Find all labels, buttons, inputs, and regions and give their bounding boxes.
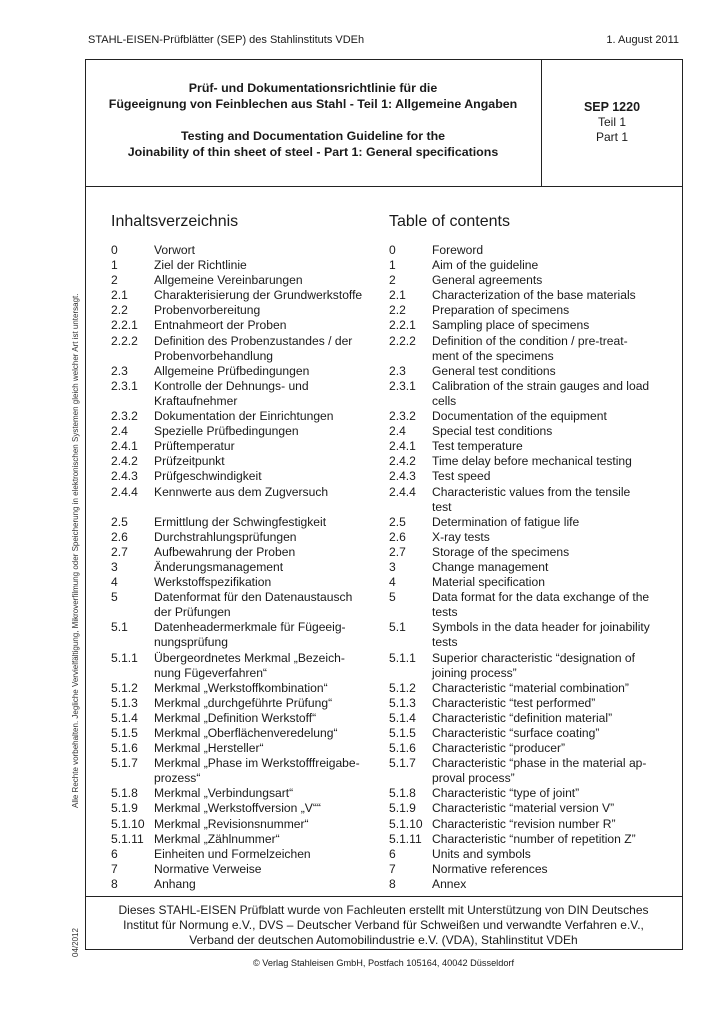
- toc-entry-number: 5.1.4: [389, 710, 416, 725]
- toc-entry: [389, 635, 679, 650]
- toc-entry-number: 5.1.11: [389, 831, 422, 846]
- toc-entry-number: 2.3: [389, 363, 406, 378]
- toc-entry-title: Allgemeine Prüfbedingungen: [154, 363, 310, 378]
- toc-entry: [389, 485, 679, 500]
- toc-entry-title: Characteristic “material combination”: [432, 680, 629, 695]
- toc-entry: [111, 862, 389, 877]
- toc-entry-title: proval process”: [432, 771, 515, 786]
- toc-entry: [111, 605, 389, 620]
- toc-entry-title: Merkmal „Zählnummer“: [154, 831, 280, 846]
- toc-entry: [111, 379, 389, 394]
- toc-entry: [389, 666, 679, 681]
- footer-line1: Dieses STAHL-EISEN Prüfblatt wurde von Fachleuten erstellt mit Unterstützung von DIN Deutsches: [118, 903, 649, 917]
- toc-entry-number: 2.3.1: [389, 378, 416, 393]
- toc-entry-number: 5.1.8: [389, 786, 416, 801]
- frame-right-line: [682, 59, 683, 950]
- toc-entry-title: Charakterisierung der Grundwerkstoffe: [154, 288, 363, 303]
- toc-entry-number: [111, 500, 154, 515]
- toc-entry-title: Probenvorbereitung: [154, 303, 261, 318]
- toc-entry: [389, 771, 679, 786]
- toc-entry-number: 2.4: [111, 424, 128, 439]
- toc-entry-title: Characteristic “producer”: [432, 741, 566, 756]
- toc-entry: [111, 334, 389, 349]
- footer-notice: [85, 903, 682, 948]
- toc-entry: [111, 620, 389, 635]
- toc-entry-title: Test speed: [432, 469, 491, 484]
- toc-entry: [389, 817, 679, 832]
- toc-entry-title: Determination of fatigue life: [432, 514, 580, 529]
- toc-entry-title: Änderungsmanagement: [154, 559, 284, 574]
- toc-entry-number: 5.1.4: [111, 710, 138, 725]
- toc-entry-number: 2.3.1: [111, 378, 138, 393]
- toc-entry: [111, 681, 389, 696]
- toc-entry: [111, 575, 389, 590]
- toc-entry-number: 2.4: [389, 424, 406, 439]
- toc-entry-number: 5.1.10: [111, 816, 145, 831]
- toc-entry: [389, 379, 679, 394]
- toc-entry-number: 2.1: [389, 288, 406, 303]
- toc-entry-title: tests: [432, 635, 458, 650]
- toc-entry-title: Characteristic “revision number R”: [432, 816, 616, 831]
- toc-entry: [111, 726, 389, 741]
- toc-entry-number: [389, 500, 432, 515]
- toc-entry: [111, 273, 389, 288]
- toc-entry-number: [111, 771, 154, 786]
- toc-entry: [389, 786, 679, 801]
- toc-entry-number: 5.1.7: [389, 756, 416, 771]
- toc-entry-title: ment of the specimens: [432, 348, 554, 363]
- toc-entry-number: [111, 394, 154, 409]
- toc-entry-title: Definition of the condition / pre-treat-: [432, 333, 628, 348]
- toc-entry-number: 2.7: [389, 544, 406, 559]
- toc-entry-title: Superior characteristic “designation of: [432, 650, 636, 665]
- toc-entry-number: [389, 635, 432, 650]
- toc-entry-number: [389, 771, 432, 786]
- toc-entry-number: 5.1.2: [389, 680, 416, 695]
- toc-entry-number: 2.2: [389, 303, 406, 318]
- toc-entry-title: Übergeordnetes Merkmal „Bezeich-: [154, 650, 345, 665]
- toc-entry: [389, 303, 679, 318]
- toc-entry-title: Anhang: [154, 876, 196, 891]
- toc-entry-number: 5.1.7: [111, 756, 138, 771]
- toc-entry-title: Ziel der Richtlinie: [154, 258, 247, 273]
- frame-left-line: [85, 59, 86, 950]
- toc-entry-title: Werkstoffspezifikation: [154, 575, 272, 590]
- toc-entry-number: [111, 666, 154, 681]
- toc-entry-title: Kennwerte aus dem Zugversuch: [154, 484, 329, 499]
- toc-entry-title: Merkmal „Oberflächenveredelung“: [154, 726, 338, 740]
- toc-entry: [111, 394, 389, 409]
- toc-entry-number: [389, 349, 432, 364]
- toc-entry-number: 8: [111, 876, 118, 891]
- toc-entry: [389, 349, 679, 364]
- toc-entry: [111, 485, 389, 500]
- toc-entry-title: Kraftaufnehmer: [154, 393, 238, 408]
- toc-entry-title: Prüfzeitpunkt: [154, 454, 225, 469]
- toc-entry: [389, 424, 679, 439]
- toc-entry: [389, 394, 679, 409]
- toc-entry: [111, 847, 389, 862]
- toc-entry: [389, 711, 679, 726]
- sep-designation: [542, 60, 682, 185]
- toc-entry-number: 2.4.3: [389, 469, 416, 484]
- copyright: © Verlag Stahleisen GmbH, Postfach 105164, 40042 Düsseldorf: [252, 958, 515, 968]
- toc-entry: [389, 847, 679, 862]
- frame-toc-bottom-line: [85, 896, 682, 897]
- toc-entry: [389, 273, 679, 288]
- toc-entry-title: General agreements: [432, 273, 543, 288]
- toc-entry-title: nung Fügeverfahren“: [154, 665, 267, 680]
- toc-entry-title: Normative Verweise: [154, 861, 262, 876]
- toc-entry-number: 2.3.2: [111, 409, 138, 424]
- toc-entry-number: 5.1.5: [389, 726, 416, 740]
- toc-entry-number: 0: [111, 243, 118, 257]
- toc-entry: [111, 469, 389, 484]
- toc-entry: [111, 500, 389, 515]
- toc-entry-number: 2.4.4: [111, 484, 138, 499]
- toc-entry-number: 6: [389, 846, 396, 861]
- toc-entry-title: Vorwort: [154, 243, 195, 257]
- toc-entry: [389, 530, 679, 545]
- title-en-line2: Joinability of thin sheet of steel - Part 1: General specifications: [127, 145, 499, 159]
- toc-entry-title: Merkmal „Phase im Werkstofffreigabe-: [154, 756, 360, 771]
- toc-entry-title: Characteristic “number of repetition Z”: [432, 831, 636, 846]
- toc-entry-number: [389, 394, 432, 409]
- toc-entry-number: 2.5: [389, 514, 406, 529]
- frame-footer-bottom-line: [85, 949, 682, 950]
- toc-entry: [389, 605, 679, 620]
- toc-entry-number: 4: [111, 575, 118, 590]
- toc-entry-number: 3: [111, 559, 118, 574]
- toc-entry-number: 5.1.6: [389, 741, 416, 756]
- toc-entry-title: Calibration of the strain gauges and load: [432, 378, 650, 393]
- toc-entry-number: 5.1.10: [389, 816, 423, 831]
- toc-entry-number: 5.1.8: [111, 786, 138, 801]
- toc-entry-title: Merkmal „Hersteller“: [154, 741, 264, 756]
- toc-entry-title: Sampling place of specimens: [432, 318, 590, 333]
- toc-entry-number: 2.4.1: [389, 439, 416, 454]
- toc-entry-title: Symbols in the data header for joinability: [432, 620, 650, 635]
- toc-entry-title: Merkmal „Werkstoffversion „V““: [154, 801, 321, 816]
- toc-entry: [389, 726, 679, 741]
- side-date: 04/2012: [71, 928, 80, 957]
- toc-english-heading: Table of contents: [389, 213, 510, 230]
- toc-entry-title: Aim of the guideline: [432, 258, 539, 273]
- toc-entry: [389, 741, 679, 756]
- toc-entry-title: Characteristic “type of joint”: [432, 786, 580, 801]
- toc-entry-title: Data format for the data exchange of the: [432, 590, 650, 605]
- header-date: 1. August 2011: [606, 34, 679, 46]
- toc-entry-number: 0: [389, 243, 396, 257]
- toc-entry: [389, 258, 679, 273]
- toc-entry-number: 2.3: [111, 363, 128, 378]
- toc-entry-title: Foreword: [432, 243, 484, 257]
- toc-entry: [111, 756, 389, 771]
- toc-entry-title: Datenformat für den Datenaustausch: [154, 590, 353, 605]
- toc-entry: [389, 651, 679, 666]
- toc-english-list: [389, 243, 679, 892]
- toc-entry-title: Normative references: [432, 861, 548, 876]
- toc-entry-number: 1: [111, 258, 118, 273]
- toc-entry: [111, 741, 389, 756]
- toc-entry-title: Annex: [432, 876, 467, 891]
- toc-entry-title: Merkmal „Werkstoffkombination“: [154, 680, 328, 695]
- toc-entry: [389, 590, 679, 605]
- toc-entry-number: 5.1.9: [111, 801, 138, 816]
- toc-entry-number: 2.2.2: [111, 333, 138, 348]
- toc-entry-title: nungsprüfung: [154, 635, 228, 650]
- toc-entry-number: 2: [111, 273, 118, 288]
- toc-entry: [111, 590, 389, 605]
- toc-entry: [389, 334, 679, 349]
- toc-entry: [389, 862, 679, 877]
- toc-entry: [389, 696, 679, 711]
- toc-entry-number: [389, 605, 432, 620]
- toc-entry: [389, 500, 679, 515]
- toc-entry-number: 2.2.1: [389, 318, 416, 333]
- toc-entry-title: [154, 500, 389, 515]
- toc-entry-title: Documentation of the equipment: [432, 409, 607, 424]
- toc-entry-title: Characteristic “surface coating”: [432, 726, 600, 740]
- toc-entry: [389, 469, 679, 484]
- toc-entry-title: Ermittlung der Schwingfestigkeit: [154, 514, 327, 529]
- toc-entry: [111, 303, 389, 318]
- toc-entry: [111, 651, 389, 666]
- toc-entry-number: 2.4.2: [111, 454, 138, 469]
- title-de-line1: Prüf- und Dokumentationsrichtlinie für die: [188, 81, 438, 95]
- toc-entry: [111, 817, 389, 832]
- toc-entry: [389, 409, 679, 424]
- toc-entry-title: Spezielle Prüfbedingungen: [154, 424, 299, 439]
- toc-entry-title: test: [432, 499, 452, 514]
- footer-line2: Institut für Normung e.V., DVS – Deutscher Verband für Schweißen und verwandte Verfahren e.V.,: [123, 918, 644, 932]
- toc-entry-title: Prüfgeschwindigkeit: [154, 469, 262, 484]
- toc-entry-number: 5.1.9: [389, 801, 416, 816]
- toc-entry-title: Change management: [432, 559, 549, 574]
- header-publisher: STAHL-EISEN-Prüfblätter (SEP) des Stahlinstituts VDEh: [88, 34, 365, 46]
- footer-line3: Verband der deutschen Automobilindustrie e.V. (VDA), Stahlinstitut VDEh: [189, 933, 578, 947]
- toc-entry-title: cells: [432, 393, 457, 408]
- toc-entry-number: 5.1: [111, 620, 128, 635]
- toc-entry-number: 2.1: [111, 288, 128, 303]
- toc-entry-title: joining process”: [432, 665, 517, 680]
- toc-entry-number: [389, 666, 432, 681]
- toc-entry: [389, 801, 679, 816]
- toc-entry-title: Characteristic “phase in the material ap-: [432, 756, 647, 771]
- toc-entry-title: Durchstrahlungsprüfungen: [154, 529, 297, 544]
- toc-entry: [111, 288, 389, 303]
- toc-entry-title: Merkmal „Verbindungsart“: [154, 786, 294, 801]
- toc-entry-number: 2: [389, 273, 396, 288]
- toc-entry-title: Special test conditions: [432, 424, 553, 439]
- toc-entry-number: 2.4.4: [389, 484, 416, 499]
- toc-entry: [111, 771, 389, 786]
- toc-entry-number: 4: [389, 575, 396, 590]
- toc-entry-number: 5.1.11: [111, 831, 144, 846]
- title-en-line1: Testing and Documentation Guideline for the: [180, 129, 446, 143]
- toc-entry: [389, 877, 679, 892]
- toc-entry-title: Characteristic “test performed”: [432, 695, 596, 710]
- toc-entry: [111, 877, 389, 892]
- toc-entry: [111, 635, 389, 650]
- toc-entry-number: 2.2.1: [111, 318, 138, 333]
- toc-entry: [111, 515, 389, 530]
- toc-entry-number: 5.1.3: [111, 695, 138, 710]
- toc-entry-title: Characteristic “definition material”: [432, 710, 613, 725]
- toc-entry-title: Material specification: [432, 575, 545, 590]
- toc-entry: [111, 530, 389, 545]
- toc-entry: [111, 454, 389, 469]
- title-de-line2: Fügeeignung von Feinblechen aus Stahl - Teil 1: Allgemeine Angaben: [108, 97, 518, 111]
- sep-number: SEP 1220: [583, 100, 641, 114]
- toc-entry: [389, 681, 679, 696]
- toc-entry-title: Dokumentation der Einrichtungen: [154, 409, 334, 424]
- toc-entry-number: 3: [389, 559, 396, 574]
- toc-german-list: [111, 243, 389, 892]
- toc-german: [111, 213, 389, 892]
- toc-entry-title: General test conditions: [432, 363, 556, 378]
- toc-entry: [111, 439, 389, 454]
- toc-entry: [389, 560, 679, 575]
- toc-entry: [111, 801, 389, 816]
- toc-entry-title: Einheiten und Formelzeichen: [154, 846, 311, 861]
- toc-entry-title: Merkmal „Revisionsnummer“: [154, 816, 309, 831]
- toc-entry: [111, 786, 389, 801]
- toc-entry-number: 2.4.1: [111, 439, 138, 454]
- toc-entry: [389, 515, 679, 530]
- toc-entry-title: Storage of the specimens: [432, 544, 570, 559]
- toc-entry-number: 5.1: [389, 620, 406, 635]
- toc-entry: [389, 243, 679, 258]
- toc-entry: [111, 409, 389, 424]
- toc-entry-title: X-ray tests: [432, 529, 490, 544]
- toc-entry-title: Probenvorbehandlung: [154, 348, 274, 363]
- toc-entry-title: tests: [432, 605, 458, 620]
- toc-entry: [389, 545, 679, 560]
- document-title: [85, 60, 541, 185]
- toc-entry-number: 5: [111, 590, 118, 605]
- toc-entry: [111, 696, 389, 711]
- toc-entry-title: Units and symbols: [432, 846, 531, 861]
- toc-entry-title: Prüftemperatur: [154, 439, 235, 454]
- toc-entry-number: 8: [389, 876, 396, 891]
- toc-entry-title: Kontrolle der Dehnungs- und: [154, 378, 309, 393]
- toc-entry-number: 2.2.2: [389, 333, 416, 348]
- toc-entry: [389, 439, 679, 454]
- frame-title-bottom-line: [85, 186, 682, 187]
- toc-entry: [111, 832, 389, 847]
- toc-entry: [111, 318, 389, 333]
- toc-entry: [111, 424, 389, 439]
- toc-german-heading: Inhaltsverzeichnis: [111, 213, 239, 230]
- toc-entry: [389, 620, 679, 635]
- toc-entry-number: 2.6: [111, 529, 128, 544]
- toc-entry-number: 5.1.6: [111, 741, 138, 756]
- toc-entry-number: 2.4.2: [389, 454, 416, 469]
- toc-entry-number: 2.3.2: [389, 409, 416, 424]
- toc-entry: [111, 364, 389, 379]
- toc-entry-number: [111, 635, 154, 650]
- toc-entry: [111, 258, 389, 273]
- toc-entry: [389, 756, 679, 771]
- toc-entry-title: Characteristic “material version V”: [432, 801, 615, 816]
- toc-entry: [389, 832, 679, 847]
- toc-entry-title: Characteristic values from the tensile: [432, 484, 631, 499]
- sep-teil: Teil 1: [597, 115, 626, 129]
- toc-entry-title: Time delay before mechanical testing: [432, 454, 632, 469]
- rights-notice: Alle Rechte vorbehalten. Jegliche Vervielfältigung, Mikroverfilmung oder Speicherung in elektronischen Systemen gleich welcher Art ist untersagt.: [71, 293, 80, 808]
- toc-entry-number: 2.4.3: [111, 469, 138, 484]
- toc-entry-number: 2.2: [111, 303, 128, 318]
- toc-entry: [389, 454, 679, 469]
- toc-entry-number: 5.1.1: [111, 650, 138, 665]
- toc-entry-title: Characterization of the base materials: [432, 288, 636, 303]
- toc-entry-number: 2.5: [111, 514, 128, 529]
- toc-entry-title: Merkmal „Definition Werkstoff“: [154, 710, 317, 725]
- toc-entry-number: 1: [389, 258, 396, 273]
- sep-part: Part 1: [595, 130, 628, 144]
- toc-entry-number: 5.1.1: [389, 650, 416, 665]
- toc-entry-number: 5.1.3: [389, 695, 416, 710]
- toc-entry-title: Allgemeine Vereinbarungen: [154, 273, 303, 288]
- toc-entry-title: Aufbewahrung der Proben: [154, 544, 296, 559]
- toc-entry-title: prozess“: [154, 771, 201, 786]
- toc-entry-title: Definition des Probenzustandes / der: [154, 333, 353, 348]
- toc-entry: [111, 545, 389, 560]
- toc-entry: [389, 575, 679, 590]
- toc-entry: [389, 318, 679, 333]
- toc-entry-title: Merkmal „durchgeführte Prüfung“: [154, 695, 333, 710]
- toc-entry-number: 7: [111, 861, 118, 876]
- toc-entry-number: 5.1.5: [111, 726, 138, 740]
- toc-entry: [111, 711, 389, 726]
- toc-entry-number: 2.6: [389, 529, 406, 544]
- toc-entry: [111, 349, 389, 364]
- toc-entry-number: 2.7: [111, 544, 128, 559]
- toc-entry: [389, 288, 679, 303]
- toc-entry-title: Entnahmeort der Proben: [154, 318, 287, 333]
- toc-entry-number: 7: [389, 861, 396, 876]
- toc-entry-number: 5.1.2: [111, 680, 138, 695]
- toc-entry: [111, 243, 389, 258]
- toc-entry-title: der Prüfungen: [154, 605, 231, 620]
- toc-entry-title: Preparation of specimens: [432, 303, 570, 318]
- toc-entry-number: [111, 605, 154, 620]
- toc-entry-number: [111, 349, 154, 364]
- toc-entry: [111, 666, 389, 681]
- toc-entry-number: 5: [389, 590, 396, 605]
- toc-entry-title: Datenheadermerkmale für Fügeeig-: [154, 620, 346, 635]
- toc-entry-title: Test temperature: [432, 439, 523, 454]
- toc-entry: [111, 560, 389, 575]
- toc-entry: [389, 364, 679, 379]
- toc-english: [389, 213, 679, 892]
- toc-entry-number: 6: [111, 846, 118, 861]
